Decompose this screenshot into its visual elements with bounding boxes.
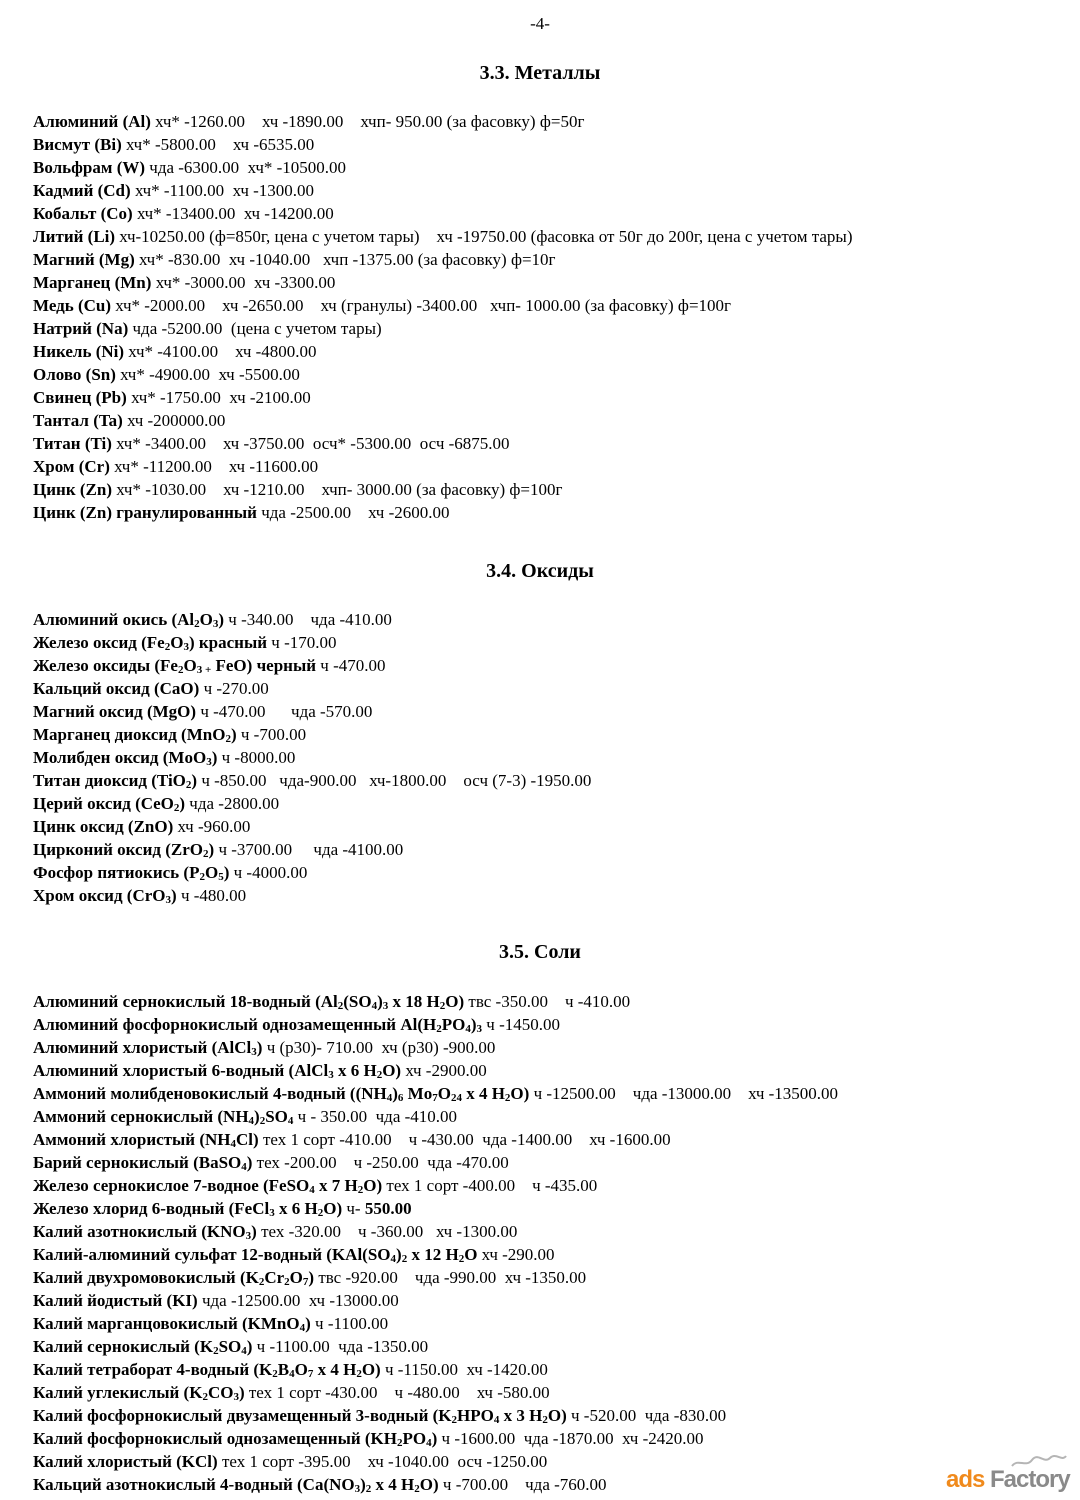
entry-name: Аммоний молибденовокислый 4-водный ($(NH_4)_6$ $Mo_7O_{24}$ x 4 $H_2O$) <box>33 1084 530 1104</box>
entry-prices: тех -320.00 ч -360.00 хч -1300.00 <box>261 1222 518 1241</box>
entry-name: Олово (Sn) <box>33 365 116 384</box>
price-entry <box>33 610 392 630</box>
price-entry <box>33 725 306 745</box>
entry-prices: ч - 350.00 чда -410.00 <box>297 1107 458 1126</box>
entry-prices: чда -2500.00 хч -2600.00 <box>261 503 450 522</box>
entry-prices: твс -920.00 чда -990.00 хч -1350.00 <box>318 1268 587 1287</box>
entry-name: Цинк (Zn) <box>33 480 112 499</box>
entry-prices: ч -3700.00 чда -4100.00 <box>218 840 404 859</box>
price-entry <box>33 227 852 247</box>
entry-prices: ч -270.00 <box>203 679 269 698</box>
price-entry <box>33 1130 671 1150</box>
price-entry <box>33 503 450 523</box>
entry-prices: ч -1100.00 чда -1350.00 <box>256 1337 429 1356</box>
entry-name: Марганец (Mn) <box>33 273 152 292</box>
entry-prices: ч -470.00 чда -570.00 <box>200 702 373 721</box>
price-entry <box>33 342 317 362</box>
entry-name: Марганец диоксид (MnO$_2$) <box>33 725 237 745</box>
entry-prices: хч -960.00 <box>177 817 251 836</box>
entry-prices: хч* -830.00 хч -1040.00 хчп -1375.00 (за фасовку) ф=10г <box>139 250 556 269</box>
entry-name: Алюминий хлористый 6-водный (AlCl$_3$ x 6 $H_2O$) <box>33 1061 402 1081</box>
entry-name: Цинк (Zn) гранулированный <box>33 503 257 522</box>
price-entry <box>33 388 311 408</box>
entry-name: Хром оксид (CrO$_3$) <box>33 886 177 906</box>
price-entry <box>33 840 403 860</box>
entry-prices: тех 1 сорт -410.00 ч -430.00 чда -1400.00 хч -1600.00 <box>262 1130 671 1149</box>
entry-prices: хч* -4900.00 хч -5500.00 <box>120 365 300 384</box>
entry-prices: хч* -11200.00 хч -11600.00 <box>114 457 319 476</box>
entry-name: Церий оксид (CeO$_2$) <box>33 794 186 814</box>
entry-prices: ч -12500.00 чда -13000.00 хч -13500.00 <box>533 1084 839 1103</box>
entry-name: Кальций оксид (CaO) <box>33 679 200 698</box>
price-entry <box>33 1429 704 1449</box>
section-title: 3.3. Металлы <box>479 62 601 84</box>
price-entry <box>33 365 300 385</box>
entry-prices: хч -2900.00 <box>405 1061 487 1080</box>
price-entry <box>33 771 591 791</box>
entry-name: Калий-алюминий сульфат 12-водный ($KAl(SO_4)_2$ x 12 $H_2O$ <box>33 1245 478 1265</box>
entry-prices: хч* -4100.00 хч -4800.00 <box>128 342 317 361</box>
price-entry <box>33 1222 517 1242</box>
entry-prices: тех 1 сорт -430.00 ч -480.00 хч -580.00 <box>248 1383 550 1402</box>
entry-prices: чда -2800.00 <box>189 794 280 813</box>
entry-name: Калий фосфорнокислый однозамещенный $(KH_2PO_4)$ <box>33 1429 438 1449</box>
entry-name: Калий двухромовокислый $(K_2Cr_2O_7)$ <box>33 1268 315 1288</box>
entry-prices: хч* -3400.00 хч -3750.00 осч* -5300.00 осч -6875.00 <box>116 434 510 453</box>
entry-prices: хч* -1030.00 хч -1210.00 хчп- 3000.00 (за фасовку) ф=100г <box>116 480 563 499</box>
entry-prices: тех 1 сорт -395.00 хч -1040.00 осч -1250.00 <box>221 1452 548 1471</box>
price-entry <box>33 702 372 722</box>
entry-prices: хч* -5800.00 хч -6535.00 <box>126 135 315 154</box>
entry-prices: ч -1600.00 чда -1870.00 хч -2420.00 <box>441 1429 704 1448</box>
page-number: -4- <box>530 14 550 33</box>
price-entry <box>33 158 346 178</box>
price-entry <box>33 1452 547 1472</box>
price-entry <box>33 250 556 270</box>
entry-name: Фосфор пятиокись $(P_2O_5)$ <box>33 863 230 883</box>
entry-name: Кобальт (Co) <box>33 204 133 223</box>
entry-name: Аммоний сернокислый $(NH_4)_2SO_4$ <box>33 1107 294 1127</box>
price-entry <box>33 794 279 814</box>
entry-prices: тех -200.00 ч -250.00 чда -470.00 <box>256 1153 509 1172</box>
price-entry <box>33 1199 412 1219</box>
price-entry <box>33 1291 399 1311</box>
entry-name: Железо оксид $(Fe_2O_3)$ красный <box>33 633 268 653</box>
price-entry <box>33 1107 457 1127</box>
entry-prices: ч -700.00 <box>240 725 307 744</box>
price-entry <box>33 1176 597 1196</box>
entry-prices: ч -4000.00 <box>233 863 308 882</box>
entry-name: Калий углекислый $(K_2CO_3)$ <box>33 1383 245 1403</box>
entry-name: Магний (Mg) <box>33 250 135 269</box>
entry-prices: твс -350.00 ч -410.00 <box>468 992 631 1011</box>
price-entry <box>33 886 246 906</box>
price-entry <box>33 1314 388 1334</box>
entry-prices: тех 1 сорт -400.00 ч -435.00 <box>386 1176 598 1195</box>
price-entry <box>33 1245 555 1265</box>
price-entry <box>33 411 225 431</box>
entry-name: Железо сернокислое 7-водное (FeSO$_4$ x 7 $H_2O$) <box>33 1176 383 1196</box>
entry-name: Хром (Cr) <box>33 457 110 476</box>
entry-name: Железо оксиды ($Fe_2O_{3 +}$ FeO) черный <box>33 656 317 676</box>
entry-prices: ч -520.00 чда -830.00 <box>570 1406 727 1425</box>
entry-name: Титан диоксид (TiO$_2$) <box>33 771 198 791</box>
price-entry <box>33 1337 428 1357</box>
entry-name: Никель (Ni) <box>33 342 125 361</box>
price-entry <box>33 1015 560 1035</box>
watermark-ads: ads <box>946 1466 985 1493</box>
entry-name: Алюминий (Al) <box>33 112 151 131</box>
entry-prices: хч* -1750.00 хч -2100.00 <box>131 388 311 407</box>
entry-name: Молибден оксид (MoO$_3$) <box>33 748 218 768</box>
price-entry <box>33 480 562 500</box>
entry-prices: ч -850.00 чда-900.00 хч-1800.00 осч (7-3) -1950.00 <box>201 771 592 790</box>
entry-name: Алюминий фосфорнокислый однозамещенный $Al(H_2PO_4)_3$ <box>33 1015 483 1035</box>
entry-name: Алюминий окись $(Al_2O_3)$ <box>33 610 225 630</box>
price-entry <box>33 1360 548 1380</box>
price-entry <box>33 1153 509 1173</box>
entry-name: Титан (Ti) <box>33 434 112 453</box>
entry-name: Алюминий сернокислый 18-водный ($Al_2(SO_4)_3$ x 18 $H_2O$) <box>33 992 465 1012</box>
entry-prices: ч -170.00 <box>271 633 337 652</box>
entry-name: Калий сернокислый $(K_2SO_4)$ <box>33 1337 253 1357</box>
entry-name: Висмут (Bi) <box>33 135 122 154</box>
adsfactory-watermark <box>946 1458 1076 1498</box>
price-entry <box>33 1061 487 1081</box>
entry-name: Кадмий (Cd) <box>33 181 131 200</box>
entry-prices: ч- 550.00 <box>346 1199 412 1218</box>
entry-prices: чда -5200.00 (цена с учетом тары) <box>132 319 382 338</box>
entry-name: Магний оксид (MgO) <box>33 702 197 721</box>
entry-prices: ч -1100.00 <box>315 1314 389 1333</box>
entry-prices: хч-10250.00 (ф=850г, цена с учетом тары) хч -19750.00 (фасовка от 50г до 200г, цена с учетом тары) <box>119 227 853 246</box>
entry-prices: чда -12500.00 хч -13000.00 <box>201 1291 399 1310</box>
entry-prices: чда -6300.00 хч* -10500.00 <box>149 158 347 177</box>
entry-prices: хч* -1100.00 хч -1300.00 <box>134 181 315 200</box>
entry-name: Барий сернокислый (BaSO$_4$) <box>33 1153 253 1173</box>
price-entry <box>33 135 314 155</box>
price-entry <box>33 204 334 224</box>
entry-name: Цирконий оксид (ZrO$_2$) <box>33 840 215 860</box>
watermark-factory: Factory <box>990 1466 1070 1493</box>
entry-name: Аммоний хлористый $(NH_4Cl)$ <box>33 1130 259 1150</box>
price-entry <box>33 112 584 132</box>
entry-name: Кальций азотнокислый 4-водный ($Ca(NO_3)_2$ x 4 $H_2O$) <box>33 1475 439 1495</box>
entry-prices: ч -480.00 <box>180 886 247 905</box>
entry-name: Железо хлорид 6-водный (FeCl$_3$ x 6 $H_2O$) <box>33 1199 343 1219</box>
entry-prices: хч -290.00 <box>481 1245 555 1264</box>
entry-prices: ч (р30)- 710.00 хч (р30) -900.00 <box>266 1038 496 1057</box>
price-entry <box>33 679 269 699</box>
entry-prices: ч -470.00 <box>320 656 386 675</box>
entry-prices: ч -700.00 чда -760.00 <box>442 1475 607 1494</box>
entry-name: Медь (Cu) <box>33 296 112 315</box>
entry-name: Алюминий хлористый (AlCl$_3$) <box>33 1038 263 1058</box>
entry-prices: хч* -2000.00 хч -2650.00 хч (гранулы) -3400.00 хчп- 1000.00 (за фасовку) ф=100г <box>115 296 732 315</box>
entry-name: Литий (Li) <box>33 227 116 246</box>
entry-name: Калий фосфорнокислый двузамещенный 3-водный ($K_2HPO_4$ x 3 $H_2O$) <box>33 1406 567 1426</box>
price-entry <box>33 992 630 1012</box>
entry-name: Свинец (Pb) <box>33 388 127 407</box>
entry-name: Цинк оксид (ZnO) <box>33 817 174 836</box>
price-entry <box>33 633 337 653</box>
entry-prices: ч -1150.00 хч -1420.00 <box>384 1360 548 1379</box>
entry-name: Калий тетраборат 4-водный ($K_2B_4O_7$ x 4 $H_2O$) <box>33 1360 381 1380</box>
entry-name: Калий йодистый (KI) <box>33 1291 198 1310</box>
entry-prices: хч* -1260.00 хч -1890.00 хчп- 950.00 (за фасовку) ф=50г <box>155 112 585 131</box>
price-entry <box>33 748 295 768</box>
price-entry <box>33 434 510 454</box>
price-entry <box>33 1084 838 1104</box>
price-entry <box>33 1038 495 1058</box>
price-entry <box>33 863 307 883</box>
entry-prices: хч* -13400.00 хч -14200.00 <box>136 204 334 223</box>
entry-prices: хч -200000.00 <box>127 411 226 430</box>
entry-prices: хч* -3000.00 хч -3300.00 <box>155 273 336 292</box>
price-entry <box>33 1475 607 1495</box>
price-entry <box>33 457 318 477</box>
price-entry <box>33 273 335 293</box>
price-entry <box>33 319 382 339</box>
price-entry <box>33 1406 726 1426</box>
entry-name: Натрий (Na) <box>33 319 129 338</box>
entry-name: Калий азотнокислый $(KNO_3)$ <box>33 1222 257 1242</box>
price-entry <box>33 1268 586 1288</box>
price-entry <box>33 817 250 837</box>
entry-prices: ч -8000.00 <box>221 748 296 767</box>
entry-name: Тантал (Ta) <box>33 411 123 430</box>
entry-prices: ч -1450.00 <box>486 1015 560 1034</box>
section-title: 3.5. Соли <box>499 941 581 963</box>
price-entry <box>33 1383 550 1403</box>
section-title: 3.4. Оксиды <box>486 560 594 582</box>
price-entry <box>33 296 731 316</box>
price-entry <box>33 656 385 676</box>
entry-name: Калий хлористый (KCl) <box>33 1452 218 1471</box>
entry-name: Вольфрам (W) <box>33 158 146 177</box>
price-entry <box>33 181 314 201</box>
entry-name: Калий марганцовокислый (KMnO$_4$) <box>33 1314 311 1334</box>
entry-prices: ч -340.00 чда -410.00 <box>228 610 392 629</box>
